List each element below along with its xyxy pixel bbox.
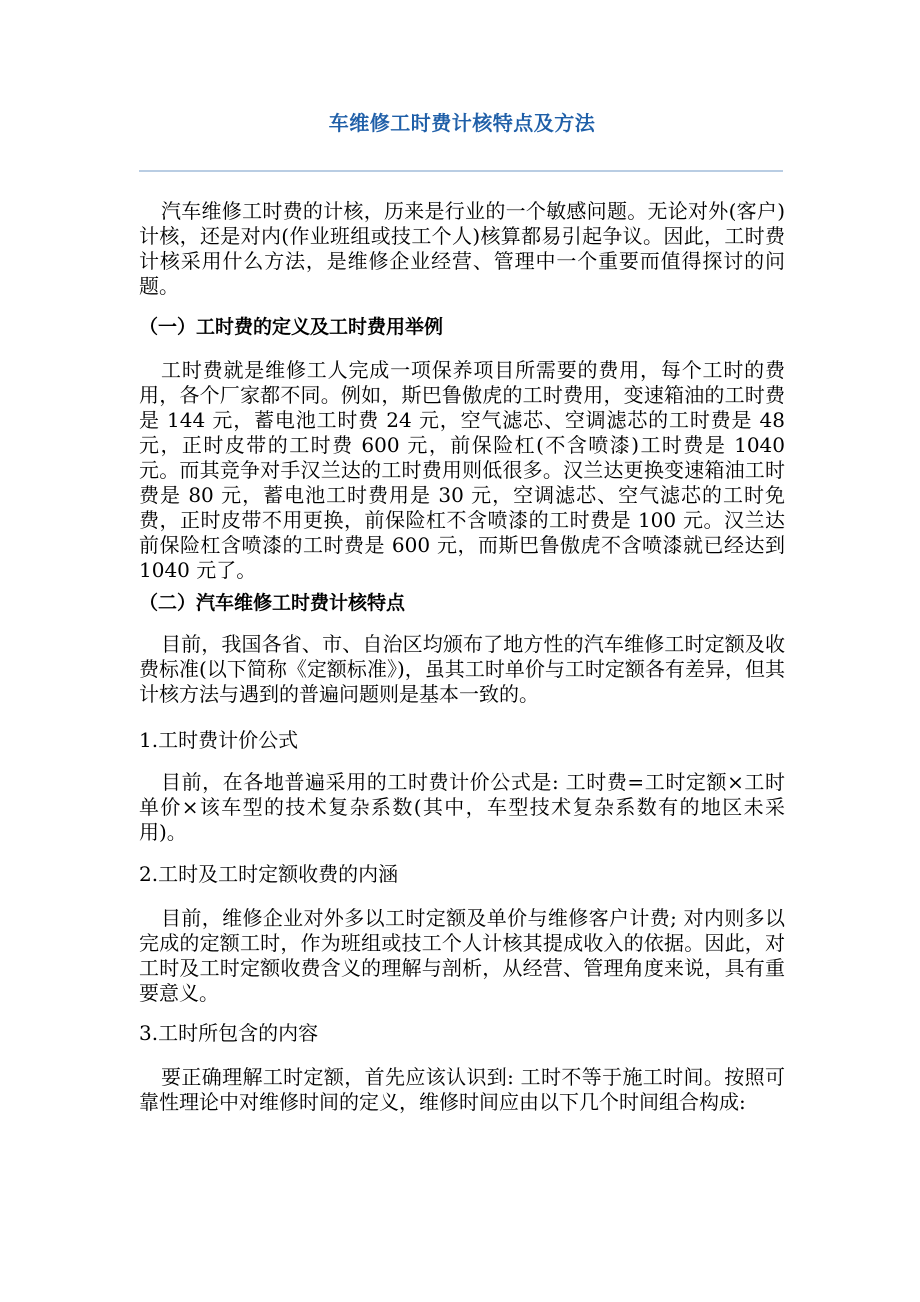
item3-heading: 3.工时所包含的内容 — [139, 1021, 319, 1045]
intro-paragraph: 汽车维修工时费的计核，历来是行业的一个敏感问题。无论对外(客户)计核，还是对内(作业班组或技工个人)核算都易引起争议。因此，工时费计核采用什么方法，是维修企业经营、管理中一个重要而值得探讨的问题。 — [139, 199, 785, 298]
item1-paragraph: 目前，在各地普遍采用的工时费计价公式是: 工时费=工时定额×工时单价×该车型的技术复杂系数(其中，车型技术复杂系数有的地区未采用)。 — [139, 770, 785, 844]
section2-heading: （二）汽车维修工时费计核特点 — [139, 592, 406, 614]
section1-paragraph: 工时费就是维修工人完成一项保养项目所需要的费用，每个工时的费用，各个厂家都不同。例如，斯巴鲁傲虎的工时费用，变速箱油的工时费是 144 元，蓄电池工时费 24 元，空气滤芯、空调滤芯的工时费是 48 元，正时皮带的工时费 600 元，前保险杠(不含喷漆)工时费是 1040 元。而其竞争对手汉兰达的工时费用则低很多。汉兰达更换变速箱油工时费是 80 元，蓄电池工时费用是 30 元，空调滤芯、空气滤芯的工时免费，正时皮带不用更换，前保险杠不含喷漆的工时费是 100 元。汉兰达前保险杠含喷漆的工时费是 600 元，而斯巴鲁傲虎不含喷漆就已经达到 1040 元了。 — [139, 358, 785, 582]
title-divider — [139, 170, 783, 172]
item2-paragraph: 目前，维修企业对外多以工时定额及单价与维修客户计费; 对内则多以完成的定额工时，作为班组或技工个人计核其提成收入的依据。因此，对工时及工时定额收费含义的理解与剖析，从经营、管理角度来说，具有重要意义。 — [139, 906, 785, 1005]
item3-paragraph: 要正确理解工时定额，首先应该认识到: 工时不等于施工时间。按照可靠性理论中对维修时间的定义，维修时间应由以下几个时间组合构成: — [139, 1065, 785, 1114]
document-title: 车维修工时费计核特点及方法 — [328, 111, 596, 135]
section2-paragraph: 目前，我国各省、市、自治区均颁布了地方性的汽车维修工时定额及收费标准(以下简称《定额标准》)，虽其工时单价与工时定额各有差异，但其计核方法与遇到的普遍问题则是基本一致的。 — [139, 632, 785, 706]
section1-heading: （一）工时费的定义及工时费用举例 — [139, 316, 444, 338]
item1-heading: 1.工时费计价公式 — [139, 728, 299, 752]
item2-heading: 2.工时及工时定额收费的内涵 — [139, 862, 399, 886]
